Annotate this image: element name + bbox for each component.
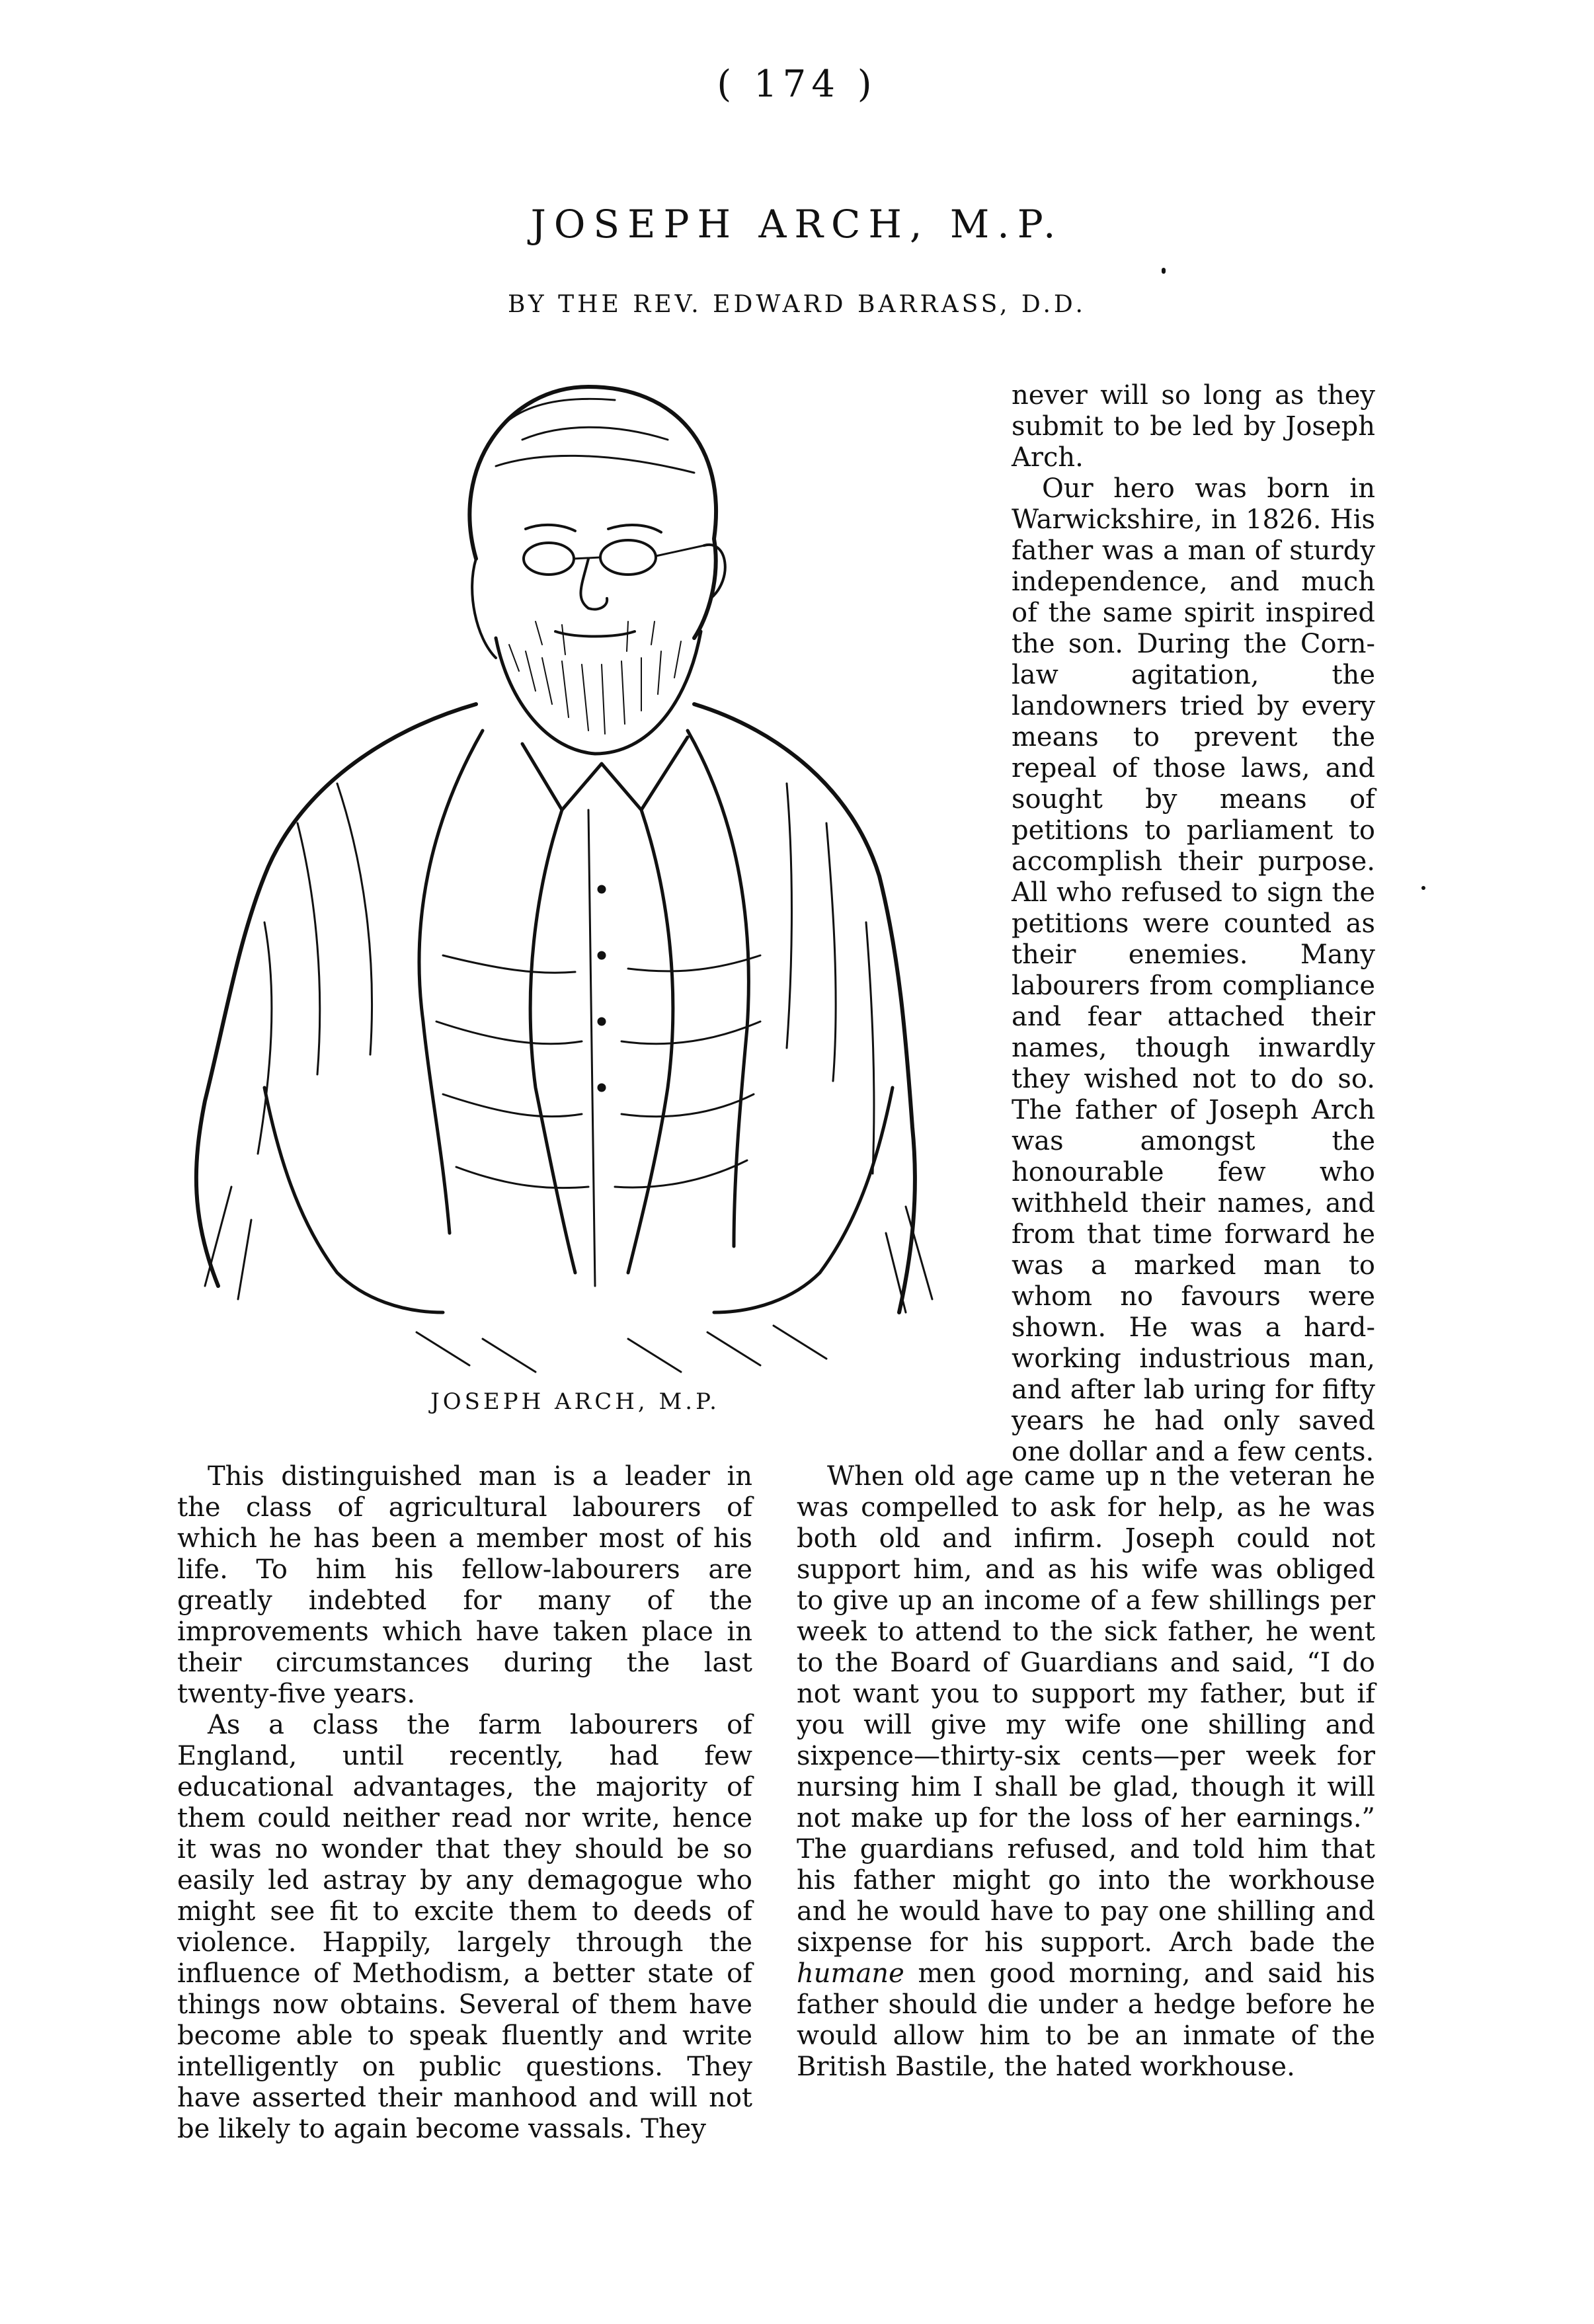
page-number: ( 174 ) (717, 63, 877, 106)
coat-right (694, 704, 915, 1312)
right-column (797, 1461, 1375, 2083)
left-column (177, 1461, 752, 2145)
figure-caption: JOSEPH ARCH, M.P. (430, 1388, 720, 1415)
stray-ink-mark (1421, 886, 1425, 890)
paragraph (797, 1461, 1375, 2083)
byline: BY THE REV. EDWARD BARRASS, D.D. (508, 291, 1086, 318)
coat-left (196, 704, 476, 1286)
article-title: JOSEPH ARCH, M.P. (530, 202, 1064, 247)
italic-word: humane (797, 1958, 904, 1989)
spectacles-right (600, 540, 656, 575)
beard (496, 631, 701, 754)
paragraph: This distinguished man is a leader in the class of agricultural labourers of which he has been a member most of his life. To him his fellow-labourers are greatly indebted for many of the improvements which have taken place in their circumstances during the last twenty-five years. (177, 1461, 752, 1709)
spectacles-left (524, 543, 574, 575)
stray-ink-mark (1162, 268, 1166, 274)
head-outline (469, 387, 716, 638)
paragraph: As a class the farm labourers of England, until recently, had few educational advantages, the majority of them could neither read nor write, hence it was no wonder that they should be so easily led astray by any demagogue who might see fit to excite them to deeds of violence. Happily, largely through the influence of Methodism, a better state of things now obtains. Several of them have become able to speak fluently and write intelligently on public questions. They have asserted their manhood and will not be likely to again become vassals. They (177, 1710, 752, 2144)
paragraph: Our hero was born in Warwickshire, in 1826. His father was a man of sturdy independence, and much of the same spirit inspired the son. During the Corn-law agitation, the landowners tried by every means to prevent the repeal of those laws, and sought by means of petitions to parliament to accomplish their purpose. All who refused to sign the petitions were counted as their enemies. Many labourers from compliance and fear attached their names, though inwardly they wished not to do so. The father of Joseph Arch was amongst the honourable few who withheld their names, and from that time forward he was a marked man to whom no favours were shown. He was a hard-working industrious man, and after lab uring for fifty years he had only saved one dollar and a few cents. (1012, 473, 1375, 1467)
portrait-illustration (165, 360, 978, 1388)
text-run: men good morning, and said his father should die under a hedge before he would allow him to be an inmate of the British Bastile, the hated workhouse. (797, 1958, 1375, 2082)
paragraph: never will so long as they submit to be led by Joseph Arch. (1012, 380, 1375, 473)
text-run: When old age came up n the veteran he was compelled to ask for help, as he was both old and infirm. Joseph could not support him, and as his wife was obliged to give up an income of a few shillings per week to attend to the sick father, he went to the Board of Guardians and said, “I do not want you to support my father, but if you will give my wife one shilling and sixpence—thirty-six cents—per week for nursing him I shall be glad, though it will not make up for the loss of her earnings.” The guardians refused, and told him that his father might go into the workhouse and he would have to pay one shilling and sixpense for his support. Arch bade the (797, 1461, 1375, 1958)
waistcoat (530, 810, 575, 1273)
right-column-top (1012, 380, 1375, 1468)
